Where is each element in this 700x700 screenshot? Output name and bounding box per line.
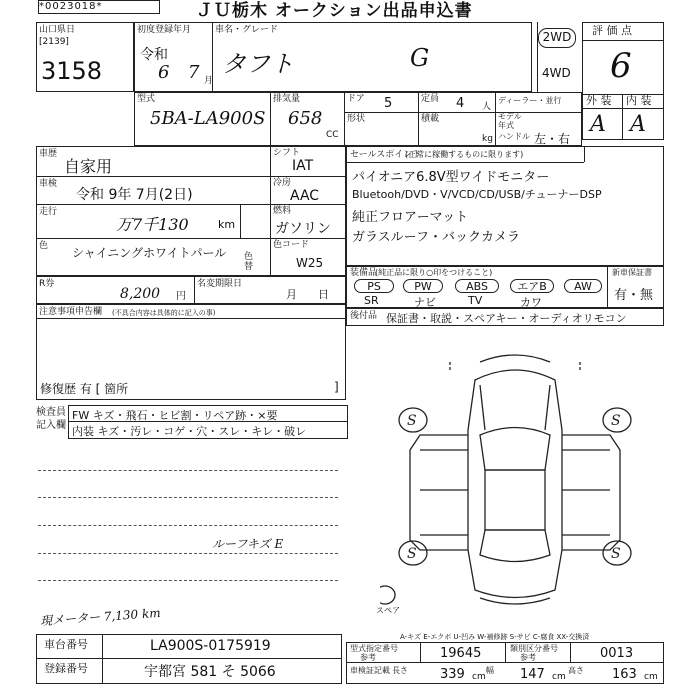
class-ref: 参考: [520, 653, 536, 662]
chassis-number: LA900S-0175919: [150, 638, 271, 654]
model-year-label: モデル年式: [498, 112, 522, 130]
shift-value: IAT: [292, 158, 314, 174]
lot-box: [36, 22, 134, 92]
car-grade: G: [410, 44, 430, 72]
mark-front-right: S: [611, 413, 621, 429]
car-name: タフト: [222, 50, 294, 78]
equip-aw: AW: [564, 279, 602, 293]
height-unit: cm: [644, 672, 658, 682]
damage-legend: A-キズ E-エクボ U-凹み W-補修跡 S-サビ C-腐食 XX-交換済: [400, 633, 590, 641]
recycle-box: [36, 276, 346, 304]
serial-number: *0023018*: [38, 0, 160, 14]
usage-label: 車歴: [39, 149, 58, 159]
evaluation-label: 評 価 点: [592, 24, 632, 37]
equip-tv: TV: [468, 294, 483, 307]
inspector-row-2: 内装 キズ・汚レ・コゲ・穴・スレ・キレ・破レ: [72, 425, 307, 438]
warranty-value: 有・無: [614, 288, 654, 303]
evaluation-score: 6: [610, 46, 632, 86]
capacity-unit: 人: [482, 102, 492, 112]
first-registration-label: 初度登録年月: [137, 25, 192, 35]
shape-label: 形状: [347, 114, 366, 124]
sales-points-label: セールスポイント: [350, 150, 422, 160]
length-label: 長さ: [392, 666, 408, 675]
mark-rear-right: S: [611, 546, 621, 562]
roof-damage-note: ルーフキズ E: [212, 537, 284, 551]
equip-sr: SR: [364, 294, 379, 307]
doors-label: ドア: [347, 94, 365, 104]
handle-label: ハンドル: [498, 132, 530, 141]
ac-value: AAC: [290, 188, 320, 204]
registration-year: 6: [158, 62, 170, 83]
aftermarket-value: 保証書・取説・スペアキー・オーディオリモコン: [386, 312, 627, 325]
model-cert-label: 型式指定番号: [350, 644, 398, 653]
notes-sublabel: (不具合内容は具体的に記入の事): [112, 309, 216, 317]
chassis-label: 車台番号: [44, 638, 88, 651]
height-label: 高さ: [568, 666, 584, 675]
inspection-label: 車検: [39, 179, 58, 189]
equip-airbag: エアB: [510, 279, 554, 293]
class-number: 0013: [600, 646, 634, 661]
shift-label: シフト: [273, 148, 301, 158]
venue-label: 山口県日: [39, 25, 76, 35]
drive-2wd: 2WD: [538, 28, 576, 48]
color-value: シャイニングホワイトパール: [72, 246, 227, 260]
equip-ps: PS: [354, 279, 394, 293]
recycle-amount: 8,200: [120, 286, 161, 302]
inspector-row-1: FW キズ・飛石・ヒビ割・リペア跡・×要: [72, 409, 278, 422]
class-label: 類別区分番号: [510, 644, 558, 653]
sales-points-sublabel: (正常に稼働するものに限ります): [405, 150, 524, 159]
mileage-value: 万7千130: [116, 215, 189, 234]
load-label: 積載: [421, 114, 440, 124]
displacement-label: 排気量: [273, 94, 301, 104]
registration-era: 令和: [140, 47, 168, 63]
equip-pw: PW: [403, 279, 443, 293]
capacity-label: 定員: [421, 94, 440, 104]
mark-front-left: S: [407, 413, 417, 429]
month-unit: 月: [204, 76, 214, 86]
model-code: 5BA-LA900S: [150, 108, 266, 129]
kg-unit: kg: [482, 134, 493, 144]
model-cert-number: 19645: [440, 646, 482, 661]
fuel-label: 燃料: [273, 206, 292, 216]
equipment-sublabel: (純正品に限り○印をつけること): [375, 268, 493, 277]
color-label: 色: [39, 241, 49, 251]
registration-month: 7: [188, 62, 200, 83]
transfer-day: 日: [318, 288, 329, 301]
exterior-label: 外 装: [586, 94, 612, 107]
height-value: 163: [612, 667, 637, 682]
handle-side: 左・右: [534, 132, 571, 146]
capacity: 4: [456, 96, 465, 111]
cc-unit: CC: [326, 130, 339, 140]
width-value: 147: [520, 667, 545, 682]
color-code: W25: [296, 256, 324, 270]
aftermarket-label: 後付品: [350, 311, 378, 321]
drive-4wd: 4WD: [542, 66, 571, 80]
width-label: 幅: [486, 666, 494, 675]
equip-abs: ABS: [455, 279, 499, 293]
warranty-label: 新車保証書: [612, 268, 652, 277]
car-name-label: 車名・グレード: [215, 25, 279, 35]
name-change-label: 名変期限日: [197, 279, 243, 289]
model-label: 型式: [137, 94, 156, 104]
plate-label: 登録番号: [44, 662, 88, 675]
length-value: 339: [440, 667, 465, 682]
model-cert-ref: 参考: [360, 653, 376, 662]
inspection-date: 令和 9年 7月(2日): [76, 187, 193, 203]
equip-leather: カワ: [520, 296, 542, 309]
color-code-label: 色コード: [273, 240, 310, 250]
color-change-label: 色替: [244, 252, 254, 272]
fuel-value: ガソリン: [275, 221, 331, 237]
equip-navi: ナビ: [414, 296, 436, 309]
displacement: 658: [288, 108, 323, 129]
lot-number: 3158: [41, 57, 103, 85]
mark-rear-left: S: [407, 546, 417, 562]
interior-label: 内 装: [626, 94, 652, 107]
width-unit: cm: [552, 672, 566, 682]
length-unit: cm: [472, 672, 486, 682]
inspector-label-1: 検査員: [36, 407, 66, 418]
doors: 5: [384, 96, 393, 111]
sales-point-1: パイオニア6.8V型ワイドモニター: [352, 170, 550, 185]
venue-code: [2139]: [39, 37, 69, 47]
size-label: 車検証記載: [350, 666, 390, 675]
form-title: ＪＵ栃木 オークション出品申込書: [196, 1, 473, 21]
plate-number: 宇都宮 581 そ 5066: [144, 664, 276, 680]
exterior-grade: A: [590, 112, 606, 137]
usage-value: 自家用: [64, 157, 113, 176]
equipment-label: 装備品: [350, 268, 378, 278]
ac-label: 冷房: [273, 178, 292, 188]
notes-label: 注意事項申告欄: [39, 307, 103, 317]
interior-grade: A: [630, 112, 646, 137]
inspector-label-2: 記入欄: [36, 420, 66, 431]
transfer-month: 月: [286, 288, 297, 301]
repair-bracket: ]: [334, 380, 339, 394]
yen-unit: 円: [176, 291, 186, 302]
dealer-label: ディーラー・並行: [498, 96, 562, 105]
repair-history: 修復歴 有 [ 箇所: [40, 382, 129, 396]
mileage-note: 現メーター 7,130 km: [39, 605, 162, 629]
mileage-label: 走行: [39, 207, 58, 217]
sales-point-2: Bluetooh/DVD・V/VCD/CD/USB/チューナーDSP: [352, 188, 602, 201]
car-damage-diagram: [380, 340, 650, 610]
recycle-label: R券: [39, 279, 55, 289]
sales-point-4: ガラスルーフ・バックカメラ: [352, 230, 520, 245]
km-unit: km: [218, 218, 236, 231]
spare-label: スペア: [376, 606, 400, 615]
sales-point-3: 純正フロアーマット: [352, 210, 469, 225]
